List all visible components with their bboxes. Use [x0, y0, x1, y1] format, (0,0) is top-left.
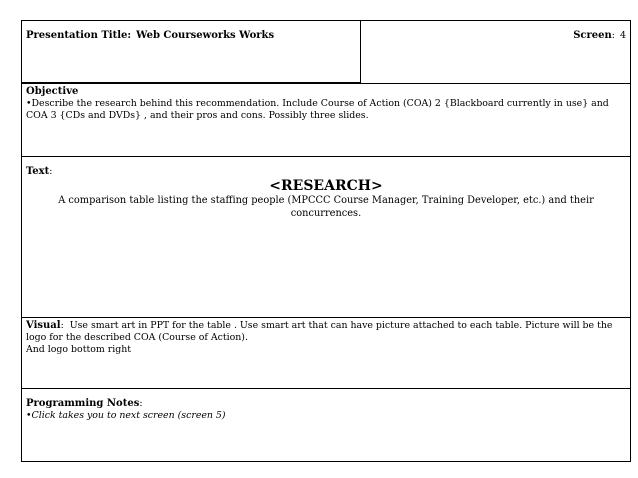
research-heading: <RESEARCH> — [269, 178, 383, 194]
visual-text: Use smart art in PPT for the table . Use smart art that can have picture attached to each table. Picture will be the logo for the described COA (Course of Action). — [26, 320, 613, 343]
screen-number-cell — [359, 21, 630, 83]
visual-separator: : — [60, 320, 64, 331]
objective-text-block — [26, 98, 626, 122]
text-label: Text — [26, 166, 50, 177]
presentation-title-value: Web Courseworks Works — [136, 30, 275, 41]
presentation-title-label: Presentation Title: — [26, 30, 132, 41]
programming-notes-text: Click takes you to next screen (screen 5) — [31, 410, 226, 421]
visual-text-line2: And logo bottom right — [26, 344, 132, 355]
programming-notes-text-block — [26, 410, 626, 422]
visual-section — [22, 317, 630, 388]
programming-notes-separator: : — [139, 398, 143, 409]
presentation-title-cell — [22, 21, 361, 83]
screen-separator: : — [611, 30, 615, 41]
objective-label: Objective — [26, 86, 79, 97]
programming-notes-bullet: • — [26, 410, 32, 421]
objective-bullet: • — [26, 98, 32, 109]
text-section — [22, 156, 630, 317]
header-row — [22, 21, 630, 83]
text-separator: : — [49, 166, 53, 177]
screen-number: 4 — [620, 30, 626, 41]
objective-text: Describe the research behind this recommendation. Include Course of Action (COA) 2 {Blackboard currently in use} and COA 3 {CDs and DVDs} , and their pros and cons. Possibly three slides. — [26, 98, 609, 121]
storyboard-sheet — [21, 20, 631, 462]
screen-label: Screen — [573, 30, 612, 41]
research-description: A comparison table listing the staffing people (MPCCC Course Manager, Training Developer, etc.) and their concurrences. — [58, 195, 594, 219]
objective-section — [22, 83, 630, 156]
programming-notes-section — [22, 388, 630, 463]
visual-label: Visual — [26, 320, 61, 331]
programming-notes-label: Programming Notes — [26, 398, 140, 409]
visual-text-block — [26, 320, 626, 344]
